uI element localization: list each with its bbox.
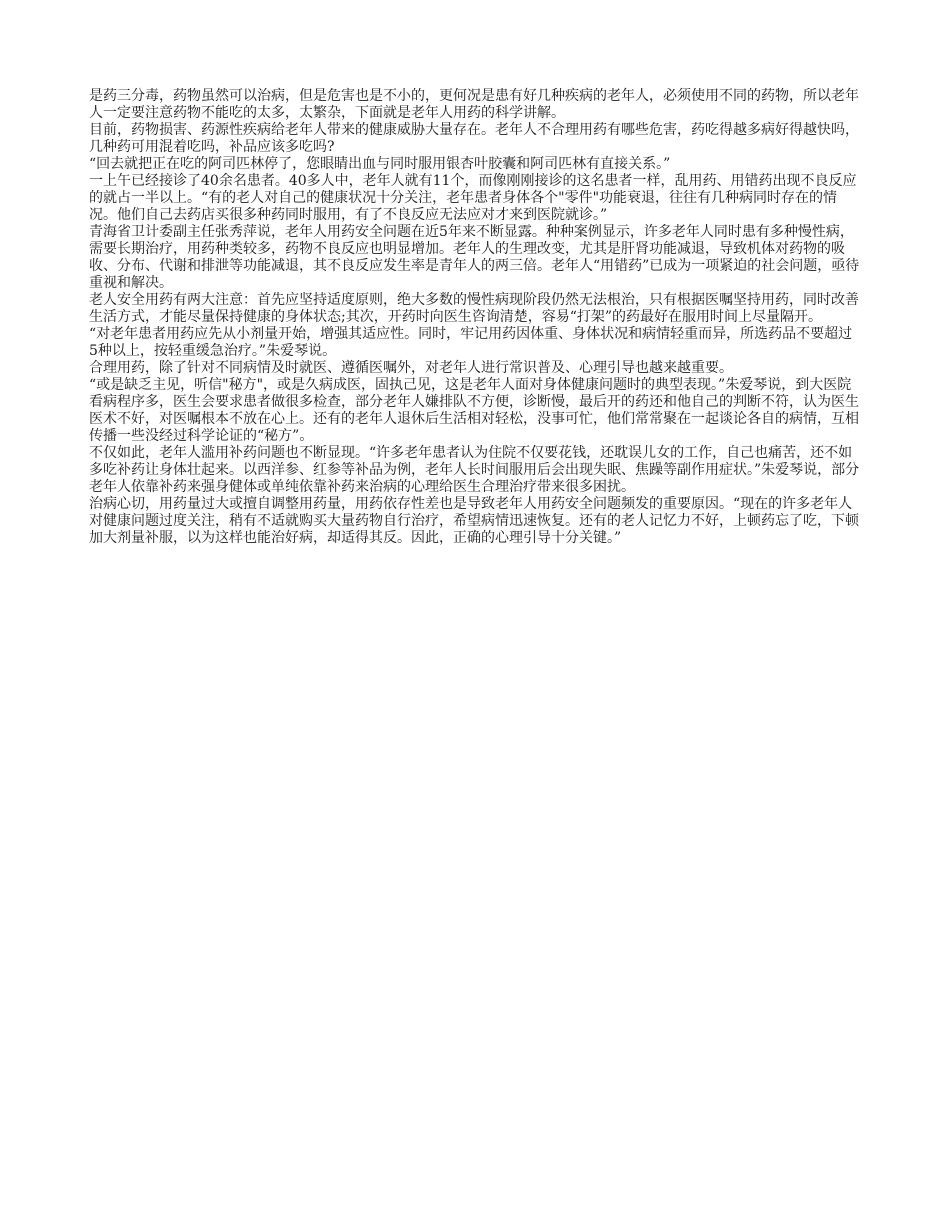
paragraph-tonic-abuse: 不仅如此，老年人滥用补药问题也不断显现。“许多老年患者认为住院不仅要花钱，还耽误儿女的工作，自己也痛苦，还不如多吃补药让身体壮起来。以西洋参、红参等补品为例，老年人长时间服用后会出现失眠、焦躁等副作用症状。”朱爱琴说，部分老年人依靠补药来强身健体或单纯依靠补药来治病的心理给医生合理治疗带来很多困扰。 [89,445,860,495]
paragraph-quote-aspirin: “回去就把正在吃的阿司匹林停了，您眼睛出血与同时服用银杏叶胶囊和阿司匹林有直接关系。” [89,156,671,172]
paragraph-patients: 一上午已经接诊了40余名患者。40多人中，老年人就有11个，而像刚刚接诊的这名患者一样，乱用药、用错药出现不良反应的就占一半以上。“有的老人对自己的健康状况十分关注，老年患者身体各个"零件"功能衰退，往往有几种病同时存在的情况。他们自己去药店买很多种药同时服用，有了不良反应无法应对才来到医院就诊。” [89,173,857,223]
paragraph-two-principles: 老人安全用药有两大注意：首先应坚持适度原则，绝大多数的慢性病现阶段仍然无法根治，只有根据医嘱坚持用药，同时改善生活方式，才能尽量保持健康的身体状态;其次，开药时向医生咨询清楚，容易“打架”的药最好在服用时间上尽量隔开。 [89,292,859,325]
paragraph-secret-recipe: “或是缺乏主见，听信"秘方"，或是久病成医，固执己见，这是老年人面对身体健康问题时的典型表现。”朱爱琴说，到大医院看病程序多，医生会要求患者做很多检查，部分老年人嫌排队不方便，诊断慢，最后开的药还和他自己的判断不符，认为医生医术不好，对医嘱根本不放在心上。还有的老年人退休后生活相对轻松，没事可忙，他们常常聚在一起谈论各自的病情，互相传播一些没经过科学论证的“秘方”。 [89,377,859,444]
document-page [89,88,861,547]
paragraph-small-dose: “对老年患者用药应先从小剂量开始，增强其适应性。同时，牢记用药因体重、身体状况和病情轻重而异，所选药品不要超过5种以上，按轻重缓急治疗。”朱爱琴说。 [89,326,853,359]
paragraph-intro: 是药三分毒，药物虽然可以治病，但是危害也是不小的，更何况是患有好几种疾病的老年人，必须使用不同的药物，所以老年人一定要注意药物不能吃的太多，太繁杂，下面就是老年人用药的科学讲解。 [89,88,859,121]
paragraph-zhang-xiuping: 青海省卫计委副主任张秀萍说，老年人用药安全问题在近5年来不断显露。种种案例显示，许多老年人同时患有多种慢性病，需要长期治疗，用药种类较多，药物不良反应也明显增加。老年人的生理改变，尤其是肝肾功能减退，导致机体对药物的吸收、分布、代谢和排泄等功能减退，其不良反应发生率是青年人的两三倍。老年人“用错药”已成为一项紧迫的社会问题，亟待重视和解决。 [89,224,860,291]
paragraph-questions: 目前，药物损害、药源性疾病给老年人带来的健康威胁大量存在。老年人不合理用药有哪些危害，药吃得越多病好得越快吗，几种药可用混着吃吗，补品应该多吃吗? [89,122,859,155]
paragraph-rational-use: 合理用药，除了针对不同病情及时就医、遵循医嘱外，对老年人进行常识普及、心理引导也越来越重要。 [89,360,733,376]
paragraph-dosage: 治病心切，用药量过大或擅自调整用药量，用药依存性差也是导致老年人用药安全问题频发的重要原因。“现在的许多老年人对健康问题过度关注，稍有不适就购买大量药物自行治疗，希望病情迅速恢复。还有的老人记忆力不好，上顿药忘了吃，下顿加大剂量补服，以为这样也能治好病，却适得其反。因此，正确的心理引导十分关键。” [89,496,859,546]
